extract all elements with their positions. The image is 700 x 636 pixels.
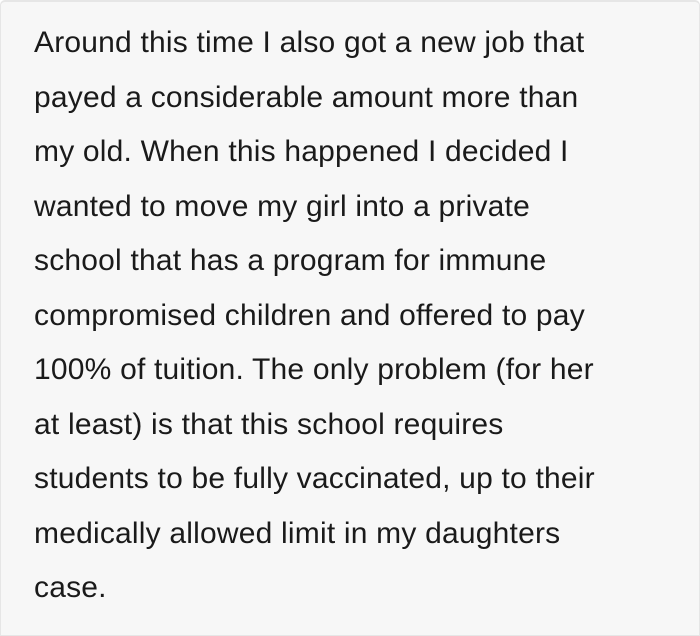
text-line: payed a considerable amount more than bbox=[34, 80, 579, 114]
text-line: Around this time I also got a new job that bbox=[34, 26, 585, 59]
post-text bbox=[34, 16, 689, 616]
text-line: wanted to move my girl into a private bbox=[34, 189, 530, 223]
text-line: compromised children and offered to pay bbox=[34, 298, 585, 332]
text-line: students to be fully vaccinated, up to their bbox=[34, 462, 595, 495]
text-line: 100% of tuition. The only problem (for her bbox=[34, 353, 594, 386]
text-line: medically allowed limit in my daughters bbox=[34, 516, 561, 550]
text-line: my old. When this happened I decided I bbox=[34, 135, 569, 168]
text-line: at least) is that this school requires bbox=[34, 407, 504, 441]
text-line: case. bbox=[34, 571, 107, 604]
text-line: school that has a program for immune bbox=[34, 244, 547, 277]
